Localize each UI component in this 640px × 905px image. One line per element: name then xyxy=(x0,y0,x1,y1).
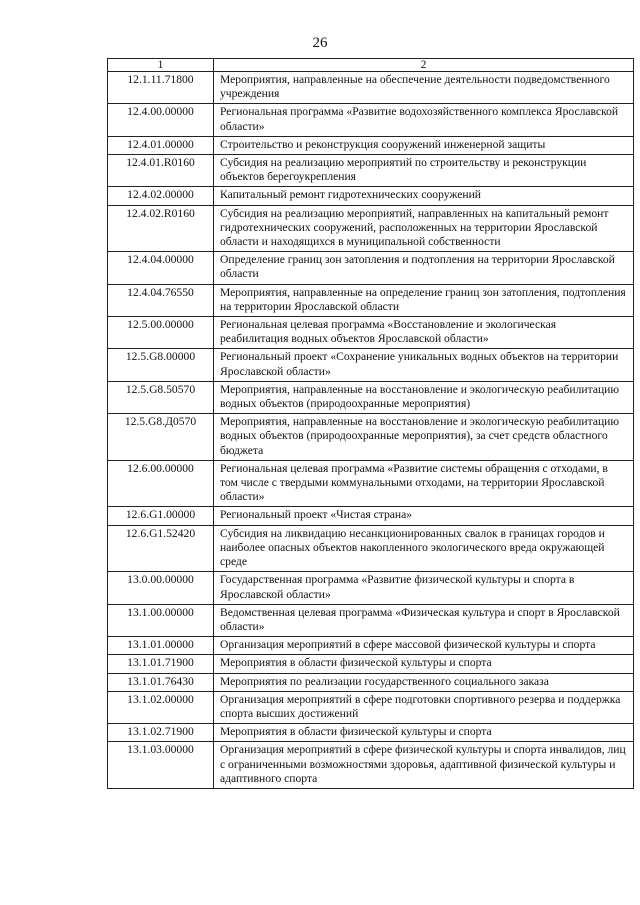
row-name: Организация мероприятий в сфере физической культуры и спорта инвалидов, лиц с ограниченными возможностями здоровья, адаптивной физической культуры и адаптивного спорта xyxy=(214,742,634,789)
row-name: Строительство и реконструкция сооружений инженерной защиты xyxy=(214,136,634,154)
row-code: 12.4.04.00000 xyxy=(108,252,214,284)
row-name: Государственная программа «Развитие физической культуры и спорта в Ярославской области» xyxy=(214,572,634,604)
row-code: 12.4.02.00000 xyxy=(108,187,214,205)
page-number: 26 xyxy=(312,35,328,51)
table-row xyxy=(108,507,634,525)
table-row xyxy=(108,742,634,789)
column-header-code: 1 xyxy=(108,59,214,72)
row-name: Мероприятия, направленные на определение границ зон затопления, подтопления на территории Ярославской области xyxy=(214,284,634,316)
table-row xyxy=(108,655,634,673)
row-name: Субсидия на ликвидацию несанкционированных свалок в границах городов и наиболее опасных объектов накопленного экологического вреда окружающей среде xyxy=(214,525,634,572)
row-code: 13.1.00.00000 xyxy=(108,604,214,636)
table-row xyxy=(108,525,634,572)
row-code: 13.1.02.71900 xyxy=(108,724,214,742)
row-code: 12.4.00.00000 xyxy=(108,104,214,136)
table-row xyxy=(108,691,634,723)
row-code: 12.4.02.R0160 xyxy=(108,205,214,252)
row-name: Региональная программа «Развитие водохозяйственного комплекса Ярославской области» xyxy=(214,104,634,136)
table-row xyxy=(108,72,634,104)
row-name: Мероприятия в области физической культуры и спорта xyxy=(214,724,634,742)
table-row xyxy=(108,349,634,381)
row-code: 12.5.G8.00000 xyxy=(108,349,214,381)
row-code: 12.4.04.76550 xyxy=(108,284,214,316)
row-code: 13.1.01.71900 xyxy=(108,655,214,673)
table-row xyxy=(108,414,634,461)
table-row xyxy=(108,205,634,252)
row-name: Субсидия на реализацию мероприятий по строительству и реконструкции объектов берегоукрепления xyxy=(214,155,634,187)
row-name: Мероприятия в области физической культуры и спорта xyxy=(214,655,634,673)
row-code: 13.1.03.00000 xyxy=(108,742,214,789)
row-name: Ведомственная целевая программа «Физическая культура и спорт в Ярославской области» xyxy=(214,604,634,636)
table-row xyxy=(108,381,634,413)
table-row xyxy=(108,460,634,507)
table-row xyxy=(108,155,634,187)
row-code: 12.6.G1.00000 xyxy=(108,507,214,525)
row-name: Организация мероприятий в сфере массовой физической культуры и спорта xyxy=(214,637,634,655)
row-code: 12.6.00.00000 xyxy=(108,460,214,507)
row-name: Мероприятия по реализации государственного социального заказа xyxy=(214,673,634,691)
table-row xyxy=(108,187,634,205)
row-code: 13.1.01.00000 xyxy=(108,637,214,655)
row-code: 13.0.00.00000 xyxy=(108,572,214,604)
table-row xyxy=(108,284,634,316)
row-code: 12.1.11.71800 xyxy=(108,72,214,104)
classification-table xyxy=(107,58,634,789)
row-name: Определение границ зон затопления и подтопления на территории Ярославской области xyxy=(214,252,634,284)
row-name: Региональная целевая программа «Восстановление и экологическая реабилитация водных объектов Ярославской области» xyxy=(214,317,634,349)
row-name: Региональный проект «Чистая страна» xyxy=(214,507,634,525)
table-row xyxy=(108,572,634,604)
row-name: Мероприятия, направленные на обеспечение деятельности подведомственного учреждения xyxy=(214,72,634,104)
table-row xyxy=(108,252,634,284)
row-name: Капитальный ремонт гидротехнических сооружений xyxy=(214,187,634,205)
table-row xyxy=(108,317,634,349)
row-name: Организация мероприятий в сфере подготовки спортивного резерва и поддержка спорта высших достижений xyxy=(214,691,634,723)
row-name: Региональная целевая программа «Развитие системы обращения с отходами, в том числе с твердыми коммунальными отходами, на территории Ярославской области» xyxy=(214,460,634,507)
row-code: 12.6.G1.52420 xyxy=(108,525,214,572)
row-code: 12.4.01.R0160 xyxy=(108,155,214,187)
table-row xyxy=(108,604,634,636)
row-code: 12.5.G8.50570 xyxy=(108,381,214,413)
column-header-name: 2 xyxy=(214,59,634,72)
table-row xyxy=(108,637,634,655)
row-code: 13.1.01.76430 xyxy=(108,673,214,691)
table-row xyxy=(108,104,634,136)
row-name: Мероприятия, направленные на восстановление и экологическую реабилитацию водных объектов (природоохранные мероприятия), за счет средств областного бюджета xyxy=(214,414,634,461)
table-header-row xyxy=(108,59,634,72)
row-code: 12.5.G8.Д0570 xyxy=(108,414,214,461)
row-name: Субсидия на реализацию мероприятий, направленных на капитальный ремонт гидротехнических сооружений, расположенных на территории Ярославской области и находящихся в муниципальной собственности xyxy=(214,205,634,252)
row-code: 12.4.01.00000 xyxy=(108,136,214,154)
table-row xyxy=(108,724,634,742)
row-code: 13.1.02.00000 xyxy=(108,691,214,723)
row-name: Региональный проект «Сохранение уникальных водных объектов на территории Ярославской области» xyxy=(214,349,634,381)
row-code: 12.5.00.00000 xyxy=(108,317,214,349)
table-row xyxy=(108,136,634,154)
table-row xyxy=(108,673,634,691)
row-name: Мероприятия, направленные на восстановление и экологическую реабилитацию водных объектов (природоохранные мероприятия) xyxy=(214,381,634,413)
